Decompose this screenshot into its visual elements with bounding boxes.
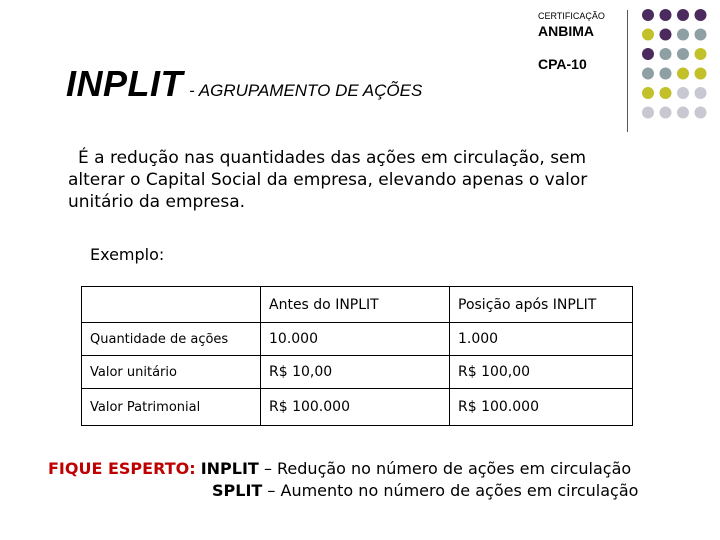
- decorative-dot: [642, 29, 654, 41]
- decorative-dot: [642, 48, 654, 60]
- table-cell: R$ 100,00: [450, 356, 633, 389]
- decorative-dot: [677, 48, 689, 60]
- certification-label: CERTIFICAÇÃO: [538, 11, 605, 21]
- tip-line-2: [48, 480, 638, 502]
- decorative-dot: [660, 107, 672, 119]
- table-cell: R$ 10,00: [261, 356, 450, 389]
- table-row: [82, 356, 633, 389]
- tip-term-split: SPLIT: [212, 481, 263, 500]
- decorative-dot: [660, 9, 672, 21]
- decorative-dot: [642, 87, 654, 99]
- tip-text-inplit: – Redução no número de ações em circulação: [263, 459, 632, 478]
- table-header-cell: [82, 287, 261, 323]
- decorative-dot: [695, 68, 707, 80]
- decorative-dot: [660, 29, 672, 41]
- decorative-dot: [677, 29, 689, 41]
- decorative-dot: [660, 87, 672, 99]
- decorative-dot: [695, 87, 707, 99]
- decorative-dot: [695, 107, 707, 119]
- decorative-dot: [642, 107, 654, 119]
- comparison-table: [81, 286, 633, 426]
- decorative-dot: [642, 9, 654, 21]
- decorative-dot: [677, 87, 689, 99]
- exam-name: CPA-10: [538, 56, 587, 72]
- decorative-dot: [677, 9, 689, 21]
- row-label: Valor Patrimonial: [82, 389, 261, 426]
- tip-box: [48, 458, 638, 502]
- table-cell: R$ 100.000: [261, 389, 450, 426]
- row-label: Quantidade de ações: [82, 323, 261, 356]
- decorative-dot: [695, 9, 707, 21]
- brand-name: ANBIMA: [538, 23, 594, 39]
- decorative-dot: [677, 68, 689, 80]
- table-header-row: [82, 287, 633, 323]
- example-label: Exemplo:: [90, 245, 165, 264]
- decorative-dot: [642, 68, 654, 80]
- title-subtitle: - AGRUPAMENTO DE AÇÕES: [189, 81, 423, 100]
- description-text: É a redução nas quantidades das ações em circulação, sem alterar o Capital Social da empresa, elevando apenas o valor unitário da empresa.: [68, 148, 588, 212]
- decorative-dot: [695, 29, 707, 41]
- decorative-dot: [695, 48, 707, 60]
- row-label: Valor unitário: [82, 356, 261, 389]
- table-row: [82, 389, 633, 426]
- slide-title: [66, 63, 422, 105]
- table-cell: 10.000: [261, 323, 450, 356]
- tip-line-1: [48, 458, 638, 480]
- decorative-dot: [660, 48, 672, 60]
- tip-label: FIQUE ESPERTO:: [48, 459, 196, 478]
- decorative-dot: [660, 68, 672, 80]
- tip-text-split: – Aumento no número de ações em circulação: [267, 481, 639, 500]
- table-cell: R$ 100.000: [450, 389, 633, 426]
- table-cell: 1.000: [450, 323, 633, 356]
- tip-term-inplit: INPLIT: [200, 459, 259, 478]
- title-main: INPLIT: [66, 63, 183, 104]
- table-header-cell: Posição após INPLIT: [450, 287, 633, 323]
- table-row: [82, 323, 633, 356]
- table-header-cell: Antes do INPLIT: [261, 287, 450, 323]
- decorative-dot: [677, 107, 689, 119]
